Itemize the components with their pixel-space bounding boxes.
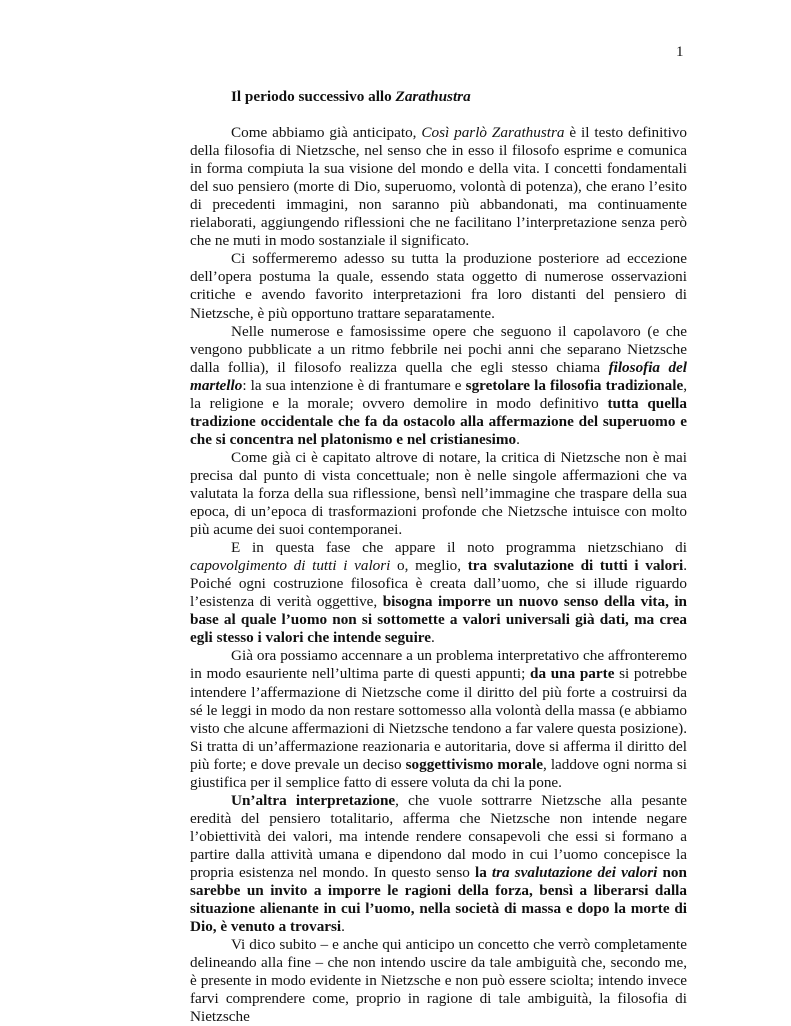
text-run: . Poiché ogni costruzione filosofica è creata dall’uomo, che si illude riguardo l’esistenza di verità oggettive, <box>190 557 687 611</box>
emphasized-text: non sarebbe un invito a imporre le ragioni della forza, bensì a liberarsi dalla situazione alienante in cui l’uomo, nella società di massa e dopo la morte di Dio, è venuto a trovarsi <box>190 863 687 936</box>
text-run: Già ora possiamo accennare a un problema interpretativo che affronteremo in modo esauriente nell’ultima parte di questi appunti; <box>190 647 687 683</box>
text-run: . <box>431 629 435 647</box>
text-run: . <box>341 918 345 936</box>
paragraph <box>190 124 687 250</box>
paragraph-list <box>190 124 687 1026</box>
text-run: Ci soffermeremo adesso su tutta la produzione posteriore ad eccezione dell’opera postuma la quale, essendo stata oggetto di numerose osservazioni critiche e avendo favorito interpretazioni fra loro distanti del pensiero di Nietzsche, è più opportuno trattare separatamente. <box>190 250 687 322</box>
text-run: . <box>516 430 520 448</box>
title-emphasis: Zarathustra <box>395 88 471 105</box>
page-number: 1 <box>676 44 684 60</box>
paragraph <box>190 647 687 791</box>
document-body <box>190 88 687 1026</box>
paragraph <box>190 449 687 539</box>
emphasized-text: capovolgimento di tutti i valori <box>190 557 391 575</box>
emphasized-text: la <box>474 863 492 881</box>
text-run: , la religione e la morale; ovvero demolire in modo definitivo <box>190 376 688 412</box>
text-run: , laddove ogni norma si giustifica per il semplice fatto di essere voluta da chi la pone. <box>190 755 688 791</box>
emphasized-text: Un’altra interpretazione <box>231 791 396 809</box>
text-run: è il testo definitivo della filosofia di Nietzsche, nel senso che in esso il filosofo esprime e comunica in forma compiuta la sua visione del mondo e della vita. I concetti fondamentali del suo pensiero (morte di Dio, superuomo, volontà di potenza), che erano l’esito di precedenti immagini, non saranno più abbandonati, ma continuamente rielaborati, aggiungendo riflessioni che ne facilitano l’interpretazione senza però che ne muti in modo sostanziale il significato. <box>190 124 687 250</box>
emphasized-text: tra svalutazione di tutti i valori <box>467 557 684 575</box>
title-text: Il periodo successivo allo <box>231 88 396 105</box>
text-run: Come abbiamo già anticipato, <box>231 124 422 142</box>
paragraph <box>190 539 687 647</box>
text-run: Come già ci è capitato altrove di notare, la critica di Nietzsche non è mai precisa dal punto di vista concettuale; non è nelle singole affermazioni che va valutata la forza della sua riflessione, bensì nell’immagine che traspare della sua epoca, di un’epoca di trasformazioni profonde che Nietzsche intuisce con molto più acume dei suoi contemporanei. <box>190 448 687 539</box>
emphasized-text: filosofia del martello <box>190 358 687 394</box>
paragraph <box>190 323 687 449</box>
emphasized-text: tra svalutazione dei valori <box>491 863 658 881</box>
page-title <box>231 88 687 106</box>
text-run: : la sua intenzione è di frantumare e <box>242 376 466 394</box>
text-run: si potrebbe intendere l’affermazione di Nietzsche come il diritto del più forte a costruirsi da sé le leggi in modo da non restare sottomesso alla volontà della massa (e abbiamo visto che alcune affermazioni di Nietzsche tendono a far valere questa posizione). Si tratta di un’affermazione reazionaria e autoritaria, dove si afferma il diritto del più forte; e dove prevale un deciso <box>190 665 688 773</box>
text-run: Nelle numerose e famosissime opere che seguono il capolavoro (e che vengono pubblicate a un ritmo febbrile nei pochi anni che separano Nietzsche dalla follia), il filosofo realizza quella che egli stesso chiama <box>190 322 687 376</box>
text-run: o, meglio, <box>390 557 468 575</box>
emphasized-text: tutta quella tradizione occidentale che fa da ostacolo alla affermazione del superuomo e che si concentra nel platonismo e nel cristianesimo <box>190 394 687 448</box>
paragraph <box>190 936 687 1026</box>
emphasized-text: sgretolare la filosofia tradizionale <box>465 376 684 394</box>
emphasized-text: bisogna imporre un nuovo senso della vita, in base al quale l’uomo non si sottomette a valori universali già dati, ma crea egli stesso i valori che intende seguire <box>190 593 688 647</box>
paragraph <box>190 250 687 322</box>
emphasized-text: soggettivismo morale <box>405 755 543 773</box>
emphasized-text: Così parlò Zarathustra <box>421 124 565 142</box>
text-run: E in questa fase che appare il noto programma nietzschiano di <box>231 539 687 557</box>
paragraph <box>190 792 687 936</box>
text-run: , che vuole sottrarre Nietzsche alla pesante eredità del pensiero totalitario, afferma che Nietzsche non intende negare l’obiettività dei valori, ma intende rendere consapevoli che essi si formano a partire dalla attività umana e dipendono dal modo in cui l’uomo concepisce la propria esistenza nel mondo. In questo senso <box>190 791 687 881</box>
text-run: Vi dico subito – e anche qui anticipo un concetto che verrò completamente delineando alla fine – che non intendo uscire da tale ambiguità che, secondo me, è presente in modo evidente in Nietzsche e non può essere sciolta; intendo invece farvi comprendere come, proprio in ragione di tale ambiguità, la filosofia di Nietzsche <box>190 936 687 1026</box>
emphasized-text: da una parte <box>530 665 615 683</box>
